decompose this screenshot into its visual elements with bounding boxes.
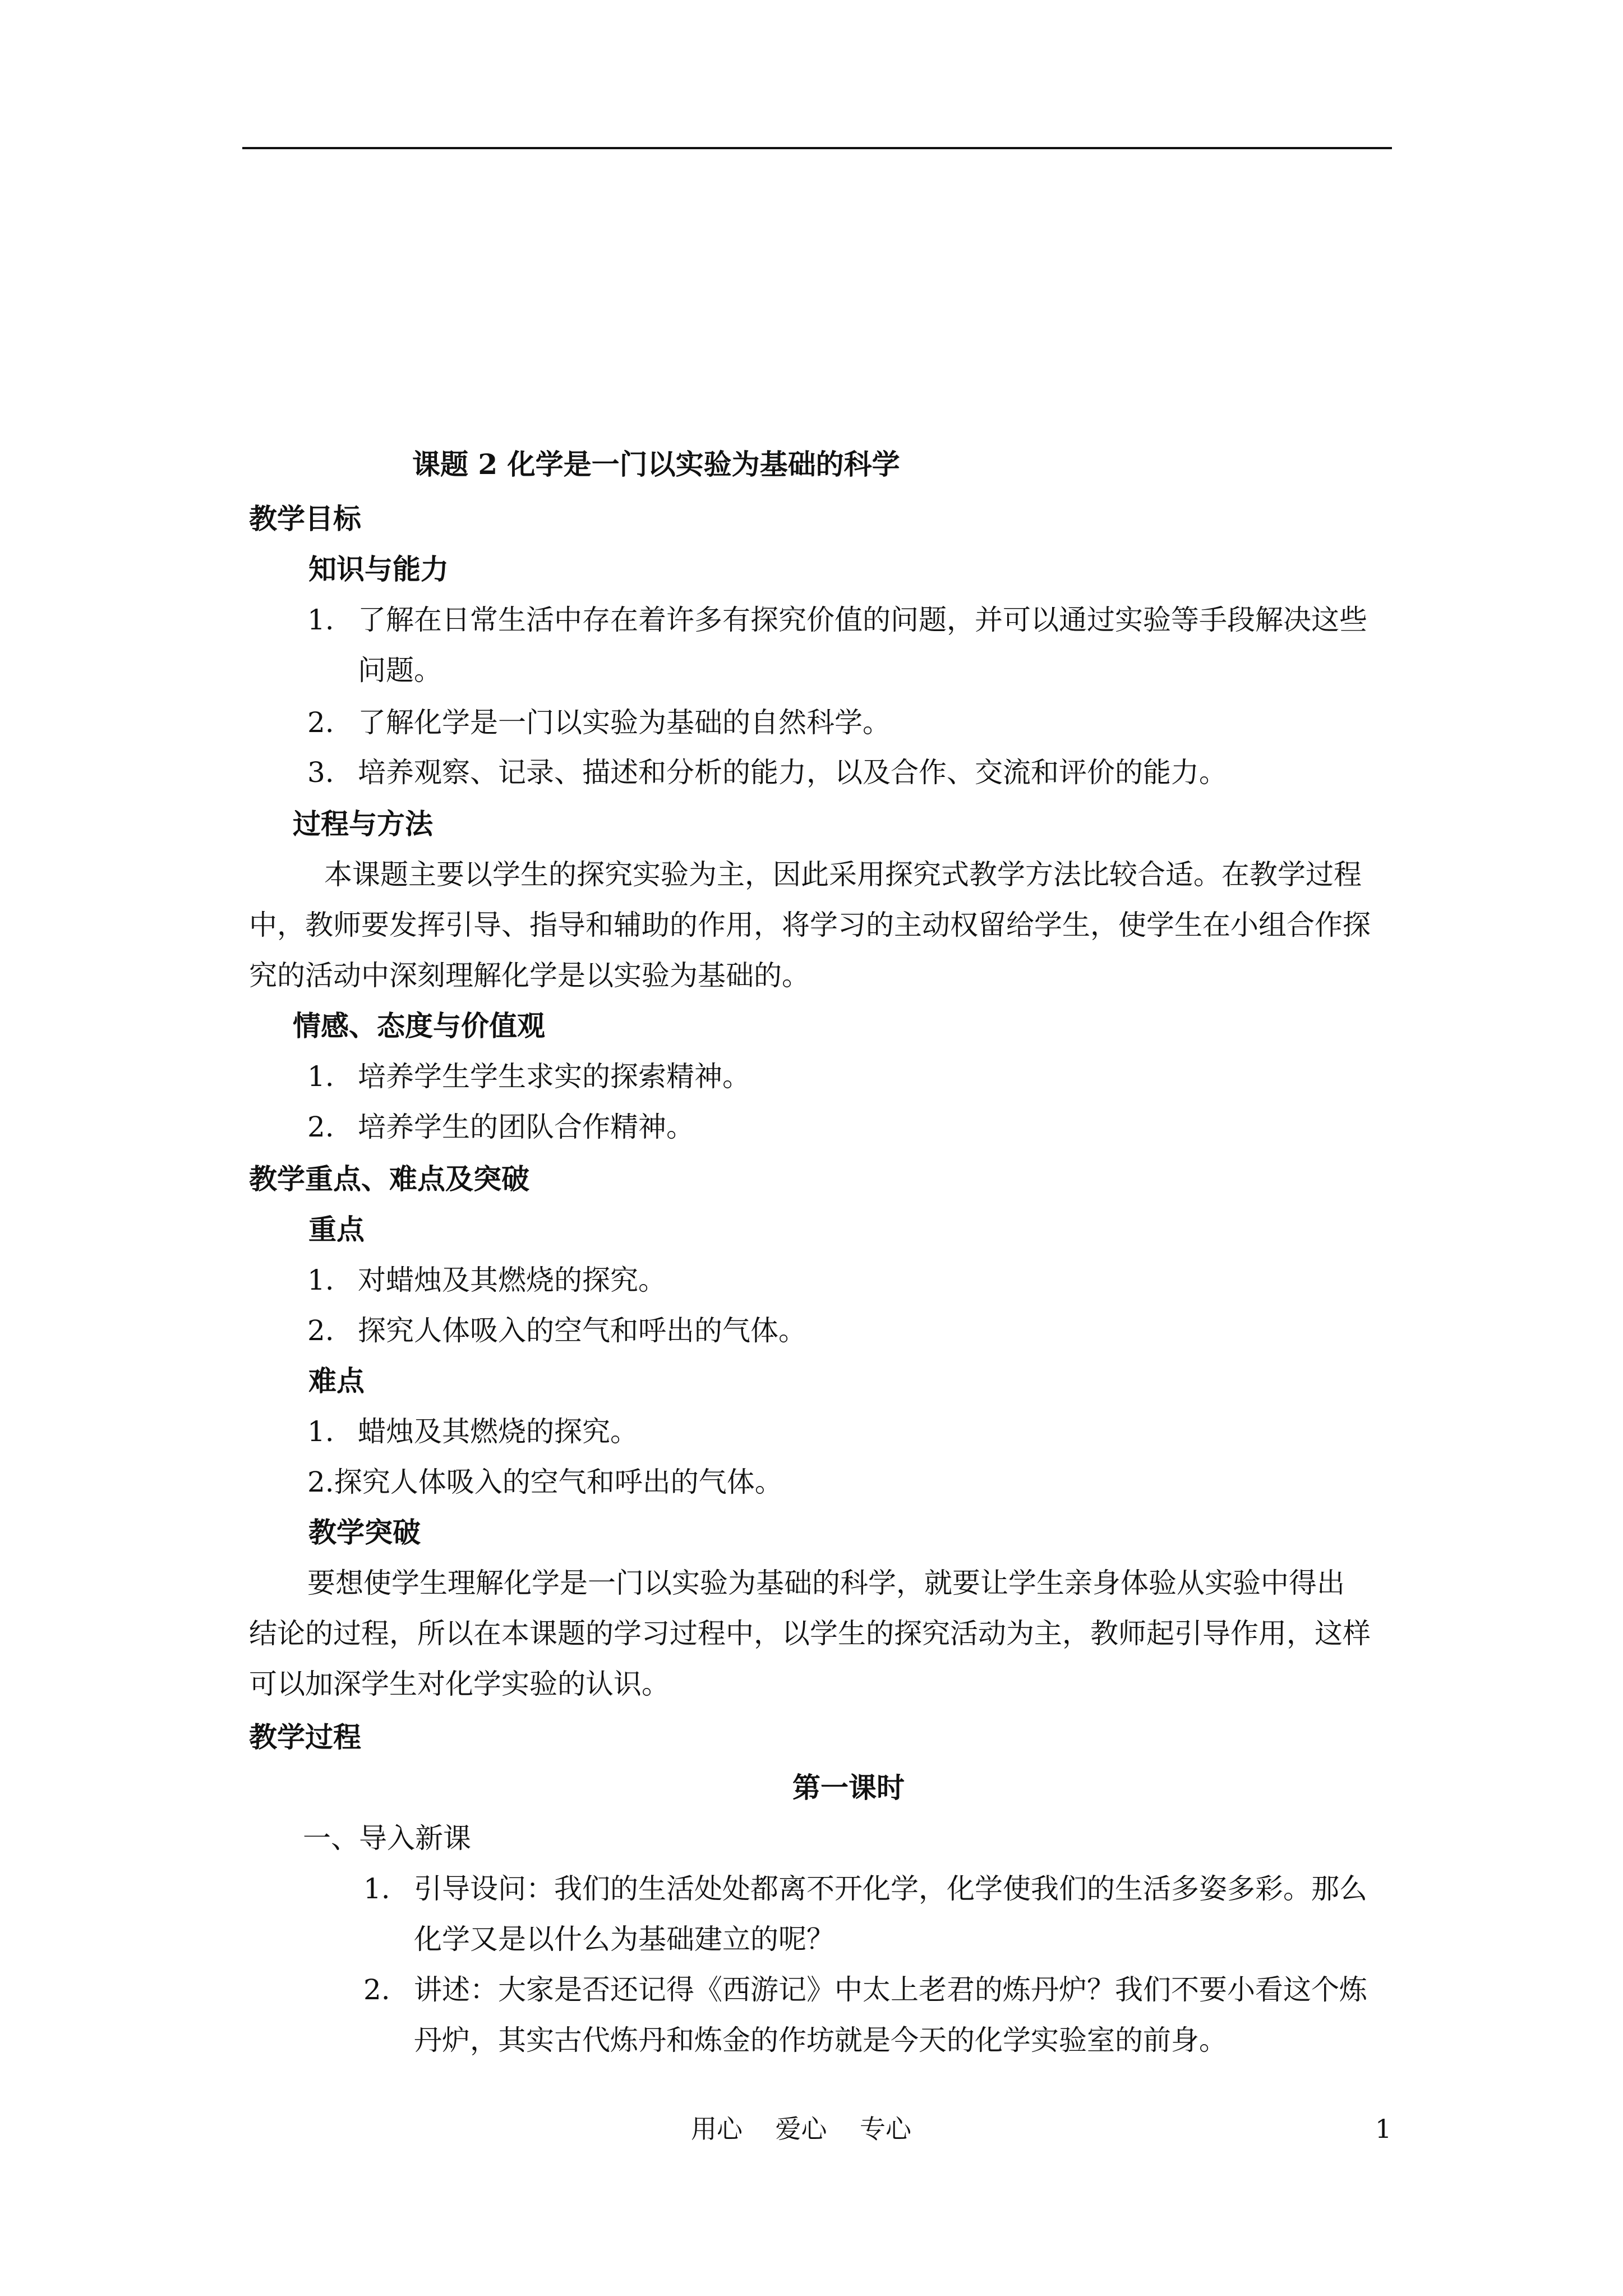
list-number: 1.: [307, 1060, 334, 1093]
list-item-text: 了解化学是一门以实验为基础的自然科学。: [358, 706, 891, 739]
paragraph-line: 可以加深学生对化学实验的认识。: [249, 1668, 670, 1700]
section-heading-procedure: 教学过程: [249, 1720, 361, 1754]
list-number: 2.: [363, 1973, 390, 2006]
subheading-process: 过程与方法: [293, 807, 433, 840]
list-number: 1.: [307, 1264, 334, 1296]
list-item-text-continued: 化学又是以什么为基础建立的呢？: [414, 1923, 834, 1955]
header-rule: [242, 147, 1392, 149]
list-item-text: 蜡烛及其燃烧的探究。: [358, 1415, 638, 1448]
lesson-heading: 第一课时: [792, 1771, 905, 1804]
list-item-text: 培养观察、记录、描述和分析的能力，以及合作、交流和评价的能力。: [358, 756, 1227, 789]
subheading-difficulty: 难点: [308, 1364, 365, 1397]
paragraph-line: 中，教师要发挥引导、指导和辅助的作用，将学习的主动权留给学生，使学生在小组合作探: [249, 909, 1371, 941]
paragraph-line: 究的活动中深刻理解化学是以实验为基础的。: [249, 959, 810, 992]
list-number: 1.: [307, 1415, 334, 1448]
document-title: 课题 2 化学是一门以实验为基础的科学: [412, 448, 900, 481]
list-item-text: 培养学生的团队合作精神。: [358, 1111, 694, 1143]
list-item-text: 引导设问：我们的生活处处都离不开化学，化学使我们的生活多姿多彩。那么: [414, 1872, 1367, 1905]
page-number: 1: [1375, 2114, 1392, 2144]
subheading-emotion: 情感、态度与价值观: [293, 1009, 545, 1042]
list-item-text: 对蜡烛及其燃烧的探究。: [358, 1264, 666, 1296]
list-item-text: 了解在日常生活中存在着许多有探究价值的问题，并可以通过实验等手段解决这些: [358, 604, 1367, 636]
list-number: 2.: [307, 706, 334, 739]
list-item-text-continued: 问题。: [358, 654, 442, 687]
section-heading-goals: 教学目标: [249, 502, 361, 535]
list-number: 1.: [363, 1872, 390, 1905]
subheading-breakthrough: 教学突破: [308, 1516, 421, 1549]
step-heading: 一、导入新课: [303, 1822, 471, 1855]
list-number: 2.: [307, 1314, 334, 1347]
list-item-text: 讲述：大家是否还记得《西游记》中太上老君的炼丹炉？我们不要小看这个炼: [414, 1973, 1367, 2006]
list-item-text: 探究人体吸入的空气和呼出的气体。: [358, 1314, 806, 1347]
list-item-text: 2.探究人体吸入的空气和呼出的气体。: [307, 1466, 783, 1498]
subheading-focus: 重点: [308, 1213, 365, 1246]
subheading-knowledge: 知识与能力: [308, 553, 449, 586]
list-item-text-continued: 丹炉，其实古代炼丹和炼金的作坊就是今天的化学实验室的前身。: [414, 2024, 1227, 2056]
section-heading-key-points: 教学重点、难点及突破: [249, 1162, 529, 1195]
list-number: 1.: [307, 604, 334, 636]
footer-motto: 用心 爱心 专心: [691, 2114, 911, 2144]
list-number: 3.: [307, 756, 334, 789]
list-number: 2.: [307, 1111, 334, 1143]
list-item-text: 培养学生学生求实的探索精神。: [358, 1060, 750, 1093]
paragraph-line: 本课题主要以学生的探究实验为主，因此采用探究式教学方法比较合适。在教学过程: [324, 858, 1362, 891]
paragraph-line: 要想使学生理解化学是一门以实验为基础的科学，就要让学生亲身体验从实验中得出: [307, 1567, 1345, 1599]
paragraph-line: 结论的过程，所以在本课题的学习过程中，以学生的探究活动为主，教师起引导作用，这样: [249, 1617, 1371, 1650]
